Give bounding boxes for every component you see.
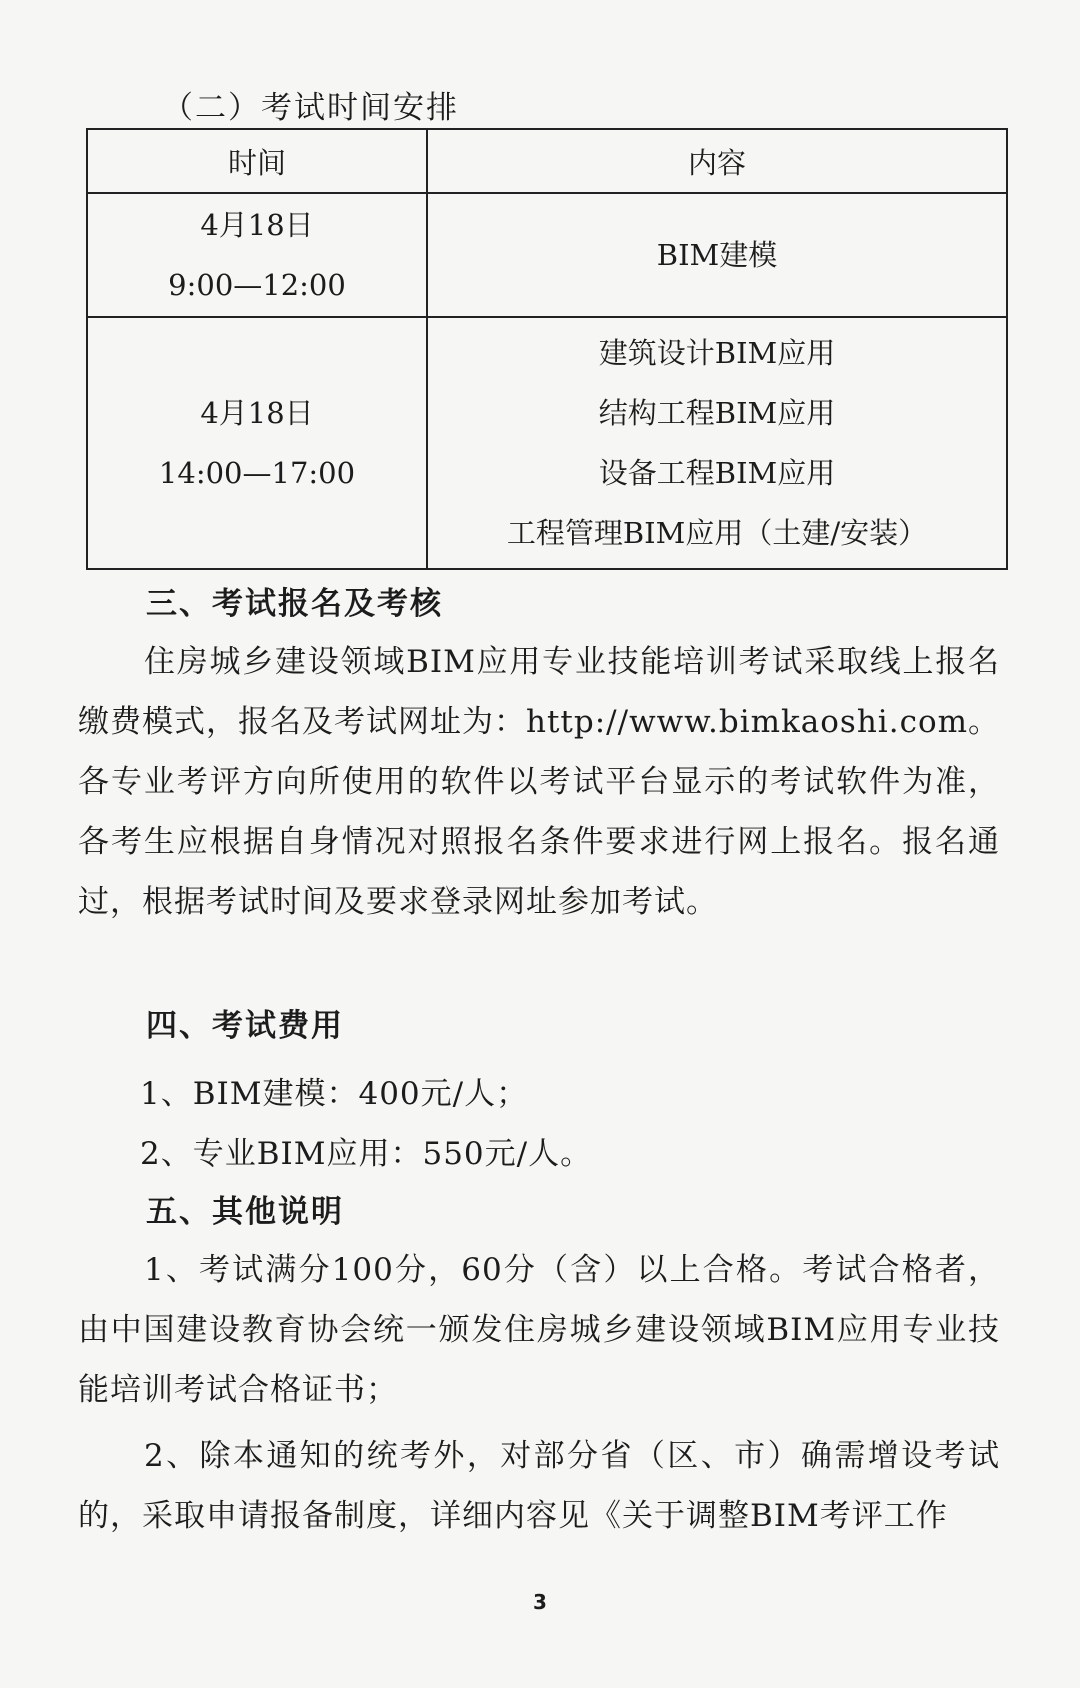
content-item: 建筑设计BIM应用 xyxy=(598,336,836,370)
header-content: 内容 xyxy=(427,129,1007,193)
section-5-paragraph-2: 2、除本通知的统考外，对部分省（区、市）确需增设考试的，采取申请报备制度，详细内容见《关于调整BIM考评工作 xyxy=(78,1438,1000,1534)
section-4-heading: 四、考试费用 xyxy=(146,1008,344,1044)
exam-schedule-table xyxy=(86,128,1008,570)
section-5-heading: 五、其他说明 xyxy=(146,1194,344,1230)
time-cell xyxy=(87,317,427,569)
section-3-paragraph: 住房城乡建设领域BIM应用专业技能培训考试采取线上报名缴费模式，报名及考试网址为：http://www.bimkaoshi.com。各专业考评方向所使用的软件以考试平台显示的考试软件为准，各考生应根据自身情况对照报名条件要求进行网上报名。报名通过，根据考试时间及要求登录网址参加考试。 xyxy=(78,644,1000,920)
table-header-row xyxy=(87,129,1007,193)
section-3-heading: 三、考试报名及考核 xyxy=(146,586,443,622)
section-5-paragraph-1: 1、考试满分100分，60分（含）以上合格。考试合格者，由中国建设教育协会统一颁发住房城乡建设领域BIM应用专业技能培训考试合格证书； xyxy=(78,1252,1000,1408)
table-row xyxy=(87,317,1007,569)
time-date: 4月18日 xyxy=(200,396,314,430)
content-item: 结构工程BIM应用 xyxy=(598,396,836,430)
content-item: 设备工程BIM应用 xyxy=(598,456,836,490)
fee-item: 2、专业BIM应用：550元/人。 xyxy=(140,1136,593,1172)
content-cell xyxy=(427,193,1007,317)
content-cell xyxy=(427,317,1007,569)
time-range: 14:00—17:00 xyxy=(158,456,356,490)
page-number: 3 xyxy=(533,1590,547,1614)
content-item: 工程管理BIM应用（土建/安装） xyxy=(506,516,928,550)
time-date: 4月18日 xyxy=(200,208,314,242)
time-cell xyxy=(87,193,427,317)
time-range: 9:00—12:00 xyxy=(168,268,346,302)
fee-item: 1、BIM建模：400元/人； xyxy=(140,1076,529,1112)
schedule-heading: （二）考试时间安排 xyxy=(162,90,459,126)
content-item: BIM建模 xyxy=(656,238,778,272)
header-time: 时间 xyxy=(87,129,427,193)
table-row xyxy=(87,193,1007,317)
